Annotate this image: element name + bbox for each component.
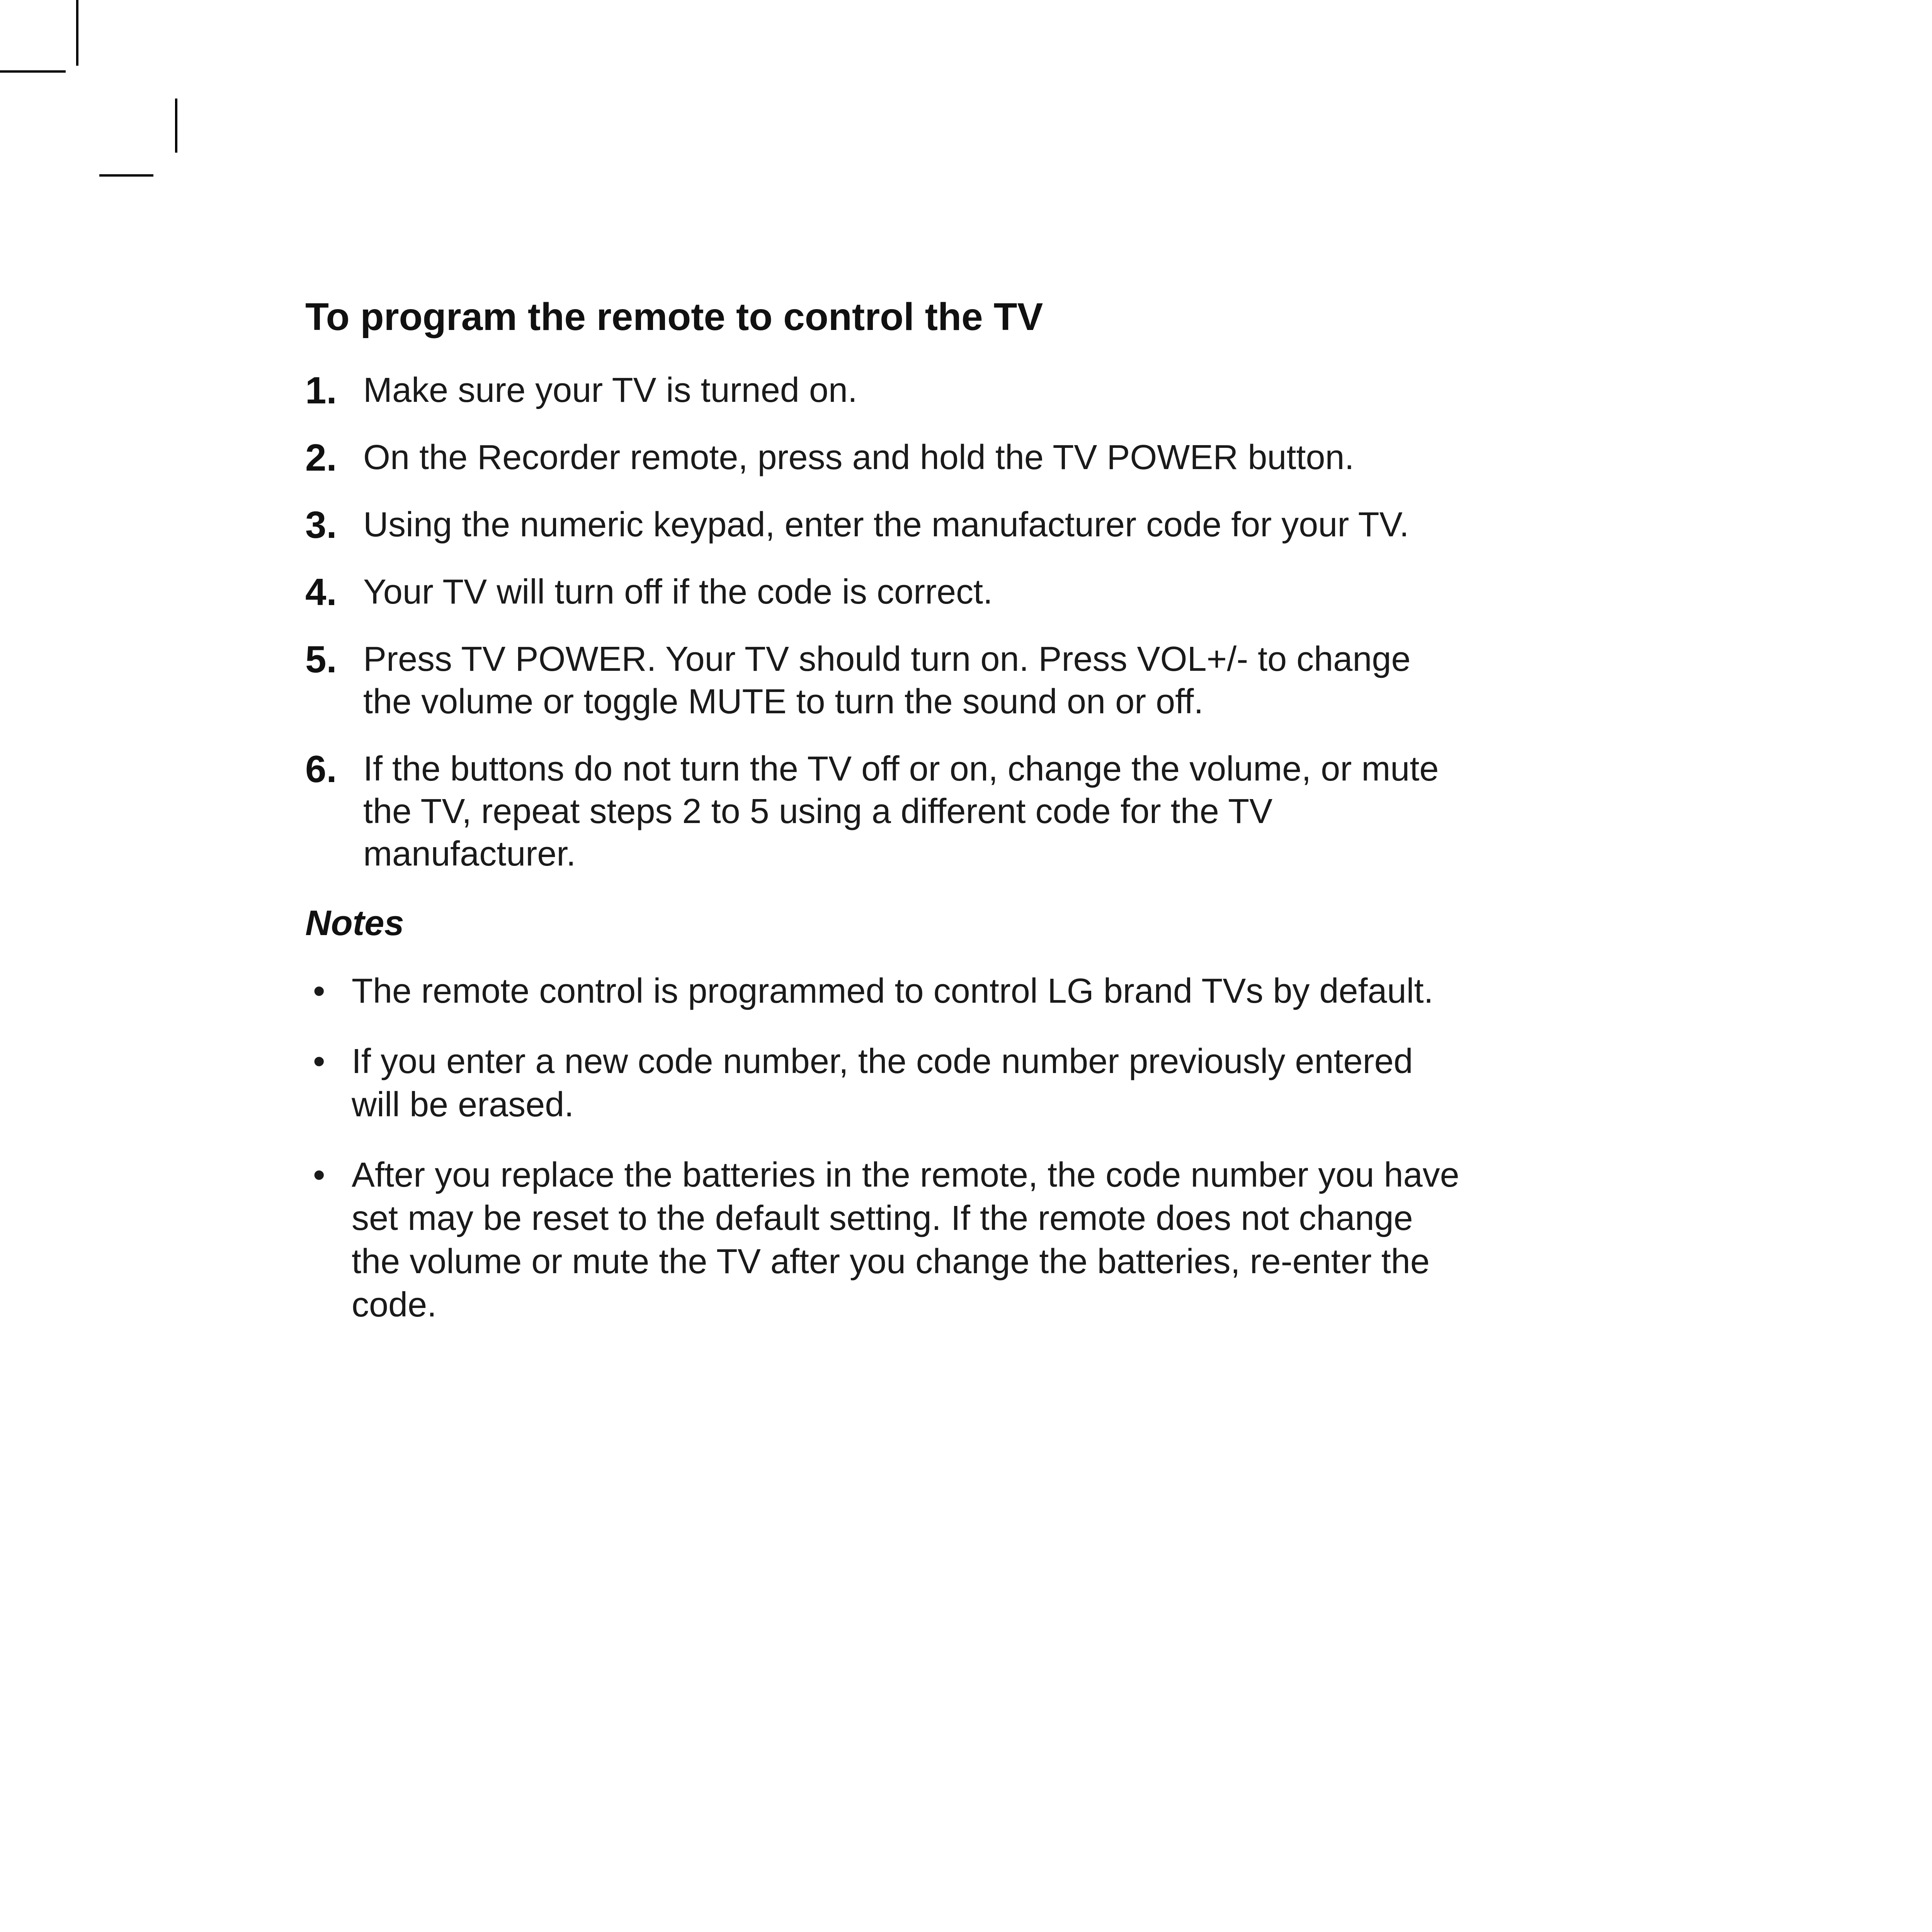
bullet-icon: • (313, 1156, 325, 1194)
crop-mark (175, 99, 177, 153)
step-text: Press TV POWER. Your TV should turn on. Press VOL+/- to change the volume or toggle MUTE to turn the sound on or off. (363, 640, 1411, 721)
note-item (305, 969, 1464, 1013)
step-number: 5. (305, 638, 337, 680)
step-text: On the Recorder remote, press and hold the TV POWER button. (363, 438, 1354, 477)
step-text: If the buttons do not turn the TV off or on, change the volume, or mute the TV, repeat steps 2 to 5 using a different code for the TV manufacturer. (363, 750, 1439, 873)
note-text: After you replace the batteries in the remote, the code number you have set may be reset to the default setting. If the remote does not change the volume or mute the TV after you change the batteries, re-enter the code. (352, 1156, 1459, 1324)
steps-list (305, 369, 1464, 875)
step-text: Make sure your TV is turned on. (363, 371, 857, 410)
bullet-icon: • (313, 972, 325, 1010)
page-content (305, 292, 1464, 1354)
step-item (305, 436, 1464, 479)
notes-heading: Notes (305, 903, 404, 943)
step-item (305, 638, 1464, 723)
step-text: Using the numeric keypad, enter the manufacturer code for your TV. (363, 505, 1409, 544)
step-item (305, 748, 1464, 875)
note-item (305, 1153, 1464, 1327)
step-item (305, 571, 1464, 613)
crop-mark (99, 174, 153, 177)
step-number: 4. (305, 571, 337, 613)
step-number: 1. (305, 369, 337, 412)
step-item (305, 369, 1464, 412)
step-number: 6. (305, 748, 337, 790)
step-text: Your TV will turn off if the code is correct. (363, 573, 993, 611)
step-number: 2. (305, 436, 337, 479)
note-item (305, 1040, 1464, 1126)
section-title: To program the remote to control the TV (305, 295, 1043, 338)
crop-mark (0, 70, 66, 73)
step-item (305, 503, 1464, 546)
step-number: 3. (305, 503, 337, 546)
notes-list (305, 969, 1464, 1327)
note-text: If you enter a new code number, the code number previously entered will be erased. (352, 1042, 1413, 1124)
bullet-icon: • (313, 1042, 325, 1081)
crop-mark (76, 0, 78, 66)
note-text: The remote control is programmed to control LG brand TVs by default. (352, 972, 1434, 1010)
